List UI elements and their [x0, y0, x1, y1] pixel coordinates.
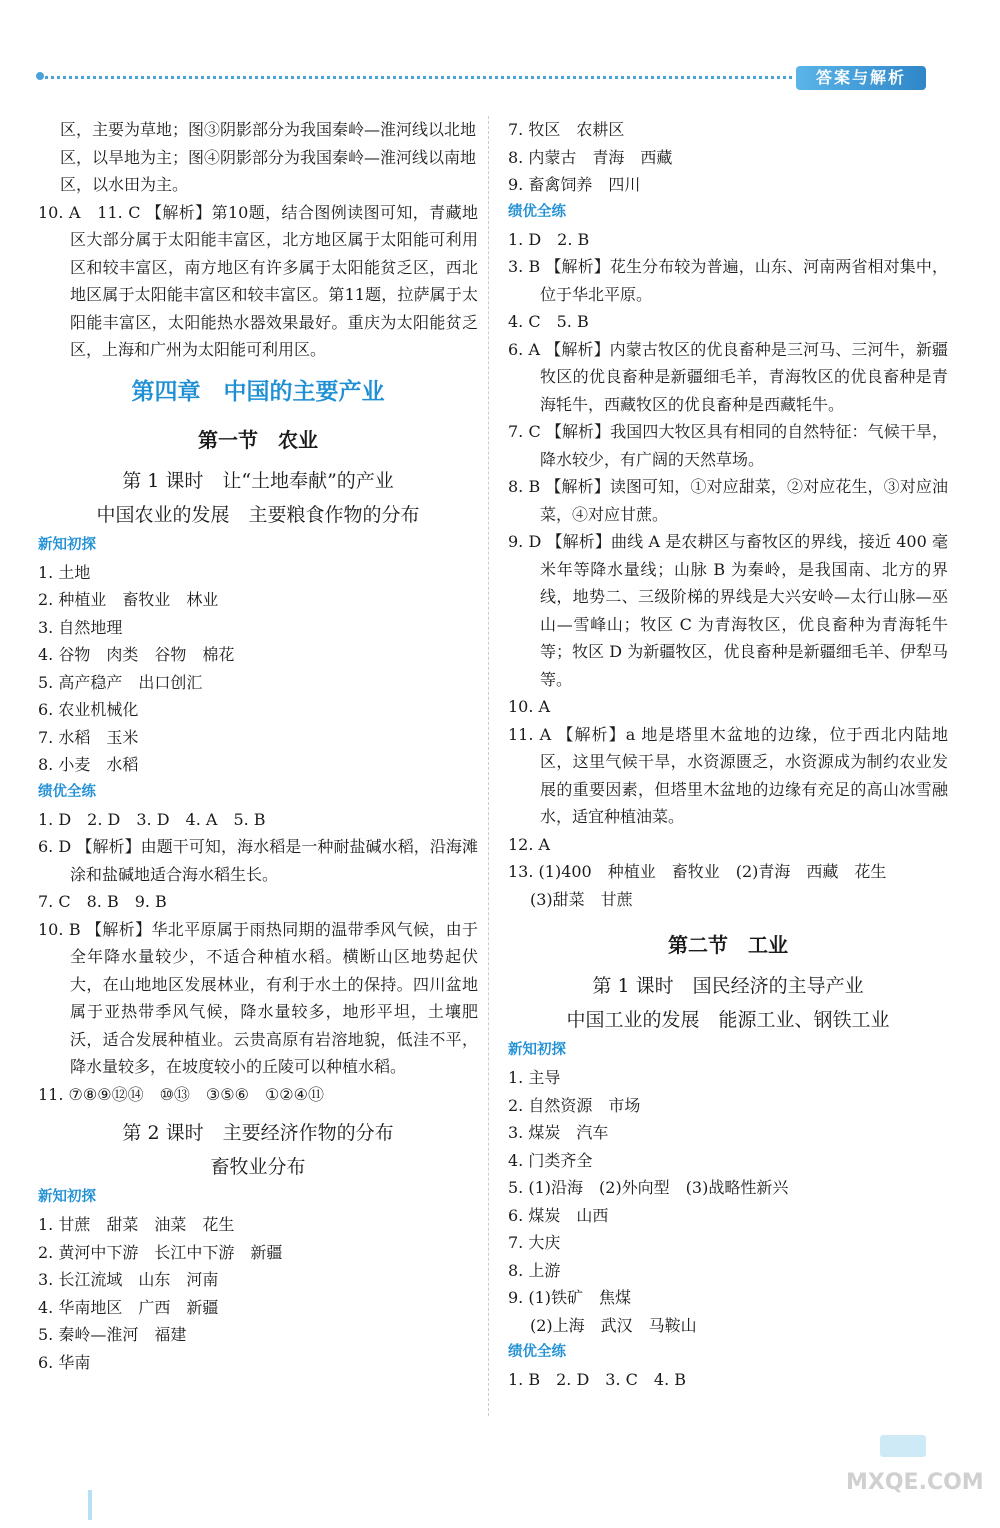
answer-line: 6. 华南	[38, 1352, 91, 1372]
lesson-title: 第 1 课时 国民经济的主导产业	[592, 975, 864, 997]
answer-line: 1. D 2. B	[508, 229, 590, 249]
lesson-subtitle: 畜牧业分布	[210, 1156, 306, 1178]
answer-line: 8. B 【解析】读图可知，①对应甜菜，②对应花生，③对应油菜，④对应甘蔗。	[508, 477, 948, 524]
answer-line: 8. 上游	[508, 1260, 561, 1280]
answer-line: 10. B 【解析】华北平原属于雨热同期的温带季风气候，由于全年降水量较少，不适合种植水稻。横断山区地势起伏大，在山地地区发展林业，有利于水土的保持。四川盆地属于亚热带季风气候，降水量较多，地形平坦，土壤肥沃，适合发展种植业。云贵高原有岩溶地貌，低洼不平，降水量较多，在坡度较小的丘陵可以种植水稻。	[38, 919, 478, 1076]
answer-paragraph: 10. A 11. C 【解析】第10题，结合图例读图可知，青藏地区大部分属于太阳能丰富区，北方地区属于太阳能可利用区和较丰富区，南方地区有许多属于太阳能贫乏区，西北地区属于太阳能丰富区和较丰富区。第11题，拉萨属于太阳能丰富区，太阳能热水器效果最好。重庆为太阳能贫乏区，上海和广州为太阳能可利用区。	[38, 202, 478, 359]
answer-line: 3. 煤炭 汽车	[508, 1123, 609, 1142]
answer-line: 2. 种植业 畜牧业 林业	[38, 590, 219, 609]
answer-line: 8. 小麦 水稻	[38, 755, 139, 774]
subheading-jiyou: 绩优全练	[38, 783, 96, 800]
subheading-jiyou: 绩优全练	[508, 203, 566, 220]
answer-line: 6. 煤炭 山西	[508, 1205, 609, 1225]
answer-line: 4. 门类齐全	[508, 1150, 593, 1170]
answer-line: 4. C 5. B	[508, 312, 589, 331]
answer-paragraph: 区，主要为草地；图③阴影部分为我国秦岭—淮河线以北地区，以旱地为主；图④阴影部分为我国秦岭—淮河线以南地区，以水田为主。	[60, 120, 477, 194]
subheading-xinzhi: 新知初探	[38, 1189, 96, 1205]
answer-line: 11. A 【解析】a 地是塔里木盆地的边缘，位于西北内陆地区，这里气候干旱，水资源匮乏，水资源成为制约农业发展的重要因素，但塔里木盆地的边缘有充足的高山冰雪融水，适宜种植油菜。	[508, 724, 948, 826]
lesson-subtitle: 中国工业的发展 能源工业、钢铁工业	[566, 1009, 890, 1031]
answer-line: (2)上海 武汉 马鞍山	[530, 1315, 697, 1335]
edge-mark	[88, 1490, 92, 1520]
answer-line: 10. A	[508, 697, 551, 716]
answer-line: 2. 黄河中下游 长江中下游 新疆	[38, 1242, 283, 1262]
header-rule	[40, 76, 792, 79]
answer-line: 12. A	[508, 834, 551, 854]
answer-line: 7. C 【解析】我国四大牧区具有相同的自然特征：气候干旱，降水较少，有广阔的天然草场。	[508, 422, 948, 469]
answer-line: 4. 谷物 肉类 谷物 棉花	[38, 645, 235, 664]
subheading-xinzhi: 新知初探	[38, 536, 96, 553]
answer-line: 7. C 8. B 9. B	[38, 892, 167, 911]
answer-line: 7. 水稻 玉米	[38, 727, 139, 747]
answer-line: 9. 畜禽饲养 四川	[508, 175, 641, 194]
answer-line: 1. 土地	[38, 562, 91, 582]
answer-line: 2. 自然资源 市场	[508, 1095, 641, 1115]
answer-line: 1. B 2. D 3. C 4. B	[508, 1370, 686, 1389]
subheading-xinzhi: 新知初探	[508, 1042, 566, 1058]
column-divider	[488, 116, 489, 1416]
answer-line: 7. 大庆	[508, 1233, 561, 1252]
lesson-subtitle: 中国农业的发展 主要粮食作物的分布	[96, 503, 420, 526]
answer-line: 3. 长江流域 山东 河南	[38, 1270, 219, 1289]
answer-line: 1. 主导	[508, 1068, 561, 1087]
subheading-jiyou: 绩优全练	[508, 1344, 566, 1360]
answer-line: 5. 高产稳产 出口创汇	[38, 672, 203, 692]
right-column	[508, 116, 948, 1394]
answer-line: 4. 华南地区 广西 新疆	[38, 1297, 219, 1317]
section-title: 第一节 农业	[198, 427, 318, 452]
answer-line: 1. D 2. D 3. D 4. A 5. B	[38, 809, 266, 829]
answer-line: 5. (1)沿海 (2)外向型 (3)战略性新兴	[508, 1178, 789, 1197]
lesson-title: 第 2 课时 主要经济作物的分布	[122, 1122, 394, 1144]
answer-line: 3. B 【解析】花生分布较为普遍，山东、河南两省相对集中，位于华北平原。	[508, 257, 948, 304]
header-badge: 答案与解析	[796, 66, 926, 90]
lesson-title: 第 1 课时 让“土地奉献”的产业	[122, 469, 394, 492]
answer-line: 13. (1)400 种植业 畜牧业 (2)青海 西藏 花生	[508, 862, 887, 881]
chapter-title: 第四章 中国的主要产业	[131, 378, 385, 405]
watermark-logo: MXQE.COM	[846, 1470, 984, 1495]
answer-line: 11. ⑦⑧⑨⑫⑭ ⑩⑬ ③⑤⑥ ①②④⑪	[38, 1084, 324, 1104]
answer-line: 6. 农业机械化	[38, 700, 139, 719]
answer-line: 3. 自然地理	[38, 617, 123, 637]
answer-line: 9. (1)铁矿 焦煤	[508, 1288, 632, 1307]
answer-line: 1. 甘蔗 甜菜 油菜 花生	[38, 1215, 235, 1234]
answer-line: 6. A 【解析】内蒙古牧区的优良畜种是三河马、三河牛，新疆牧区的优良畜种是新疆细毛羊，青海牧区的优良畜种是青海牦牛，西藏牧区的优良畜种是西藏牦牛。	[508, 339, 948, 414]
section-title: 第二节 工业	[668, 933, 788, 957]
answer-line: 5. 秦岭—淮河 福建	[38, 1325, 187, 1344]
left-column	[38, 116, 478, 1376]
answer-line: 6. D 【解析】由题干可知，海水稻是一种耐盐碱水稻，沿海滩涂和盐碱地适合海水稻生长。	[38, 837, 478, 884]
page-number-tab	[880, 1435, 926, 1457]
answer-line: (3)甜菜 甘蔗	[530, 889, 633, 909]
answer-line: 9. D 【解析】曲线 A 是农耕区与畜牧区的界线，接近 400 毫米年等降水量线；山脉 B 为秦岭，是我国南、北方的界线，地势二、三级阶梯的界线是大兴安岭—太行山脉—巫山—雪峰山；牧区 C 为青海牧区，优良畜种为青海牦牛等；牧区 D 为新疆牧区，优良畜种是新疆细毛羊、伊犁马等。	[508, 532, 948, 689]
answer-line: 8. 内蒙古 青海 西藏	[508, 147, 673, 167]
answer-line: 7. 牧区 农耕区	[508, 120, 625, 139]
